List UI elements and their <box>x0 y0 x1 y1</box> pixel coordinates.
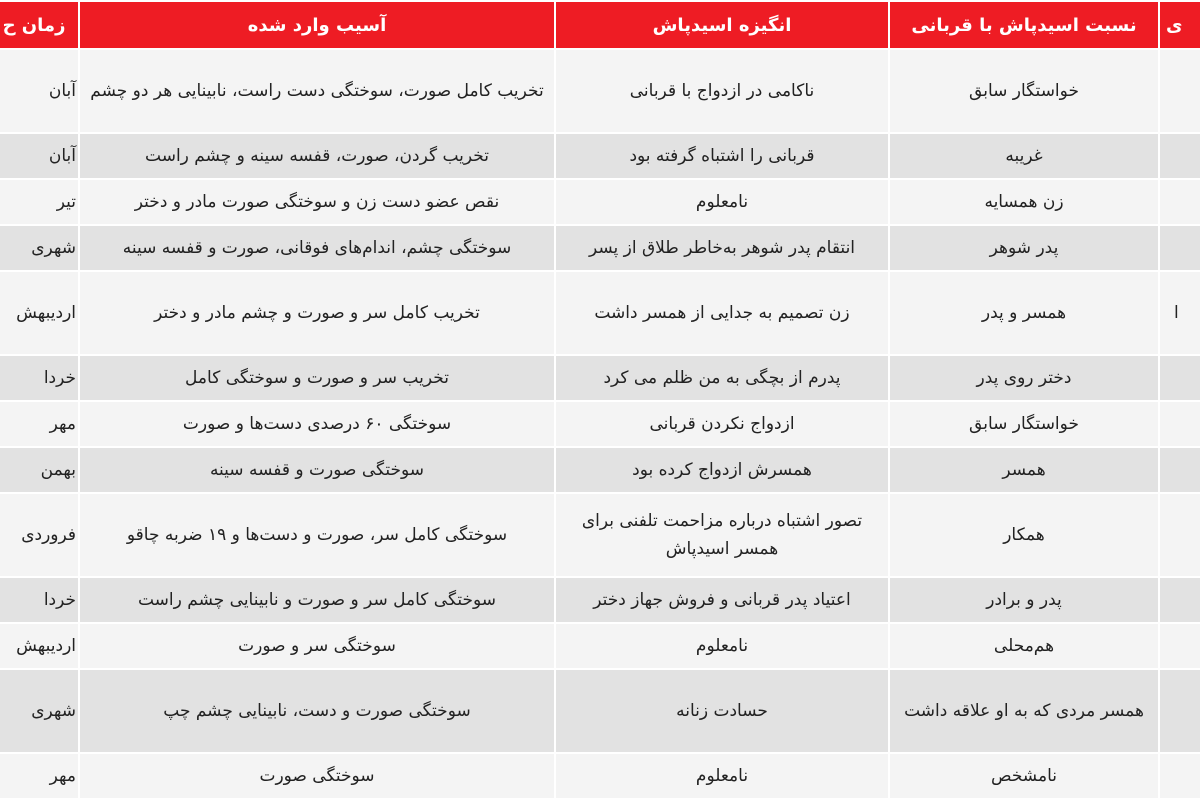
header-relation: نسبت اسیدپاش با قربانی <box>889 1 1159 49</box>
cell-relation: همسر <box>889 447 1159 493</box>
cell-motive: تصور اشتباه درباره مزاحمت تلفنی برای همسر اسیدپاش <box>555 493 889 577</box>
cell-relation: خواستگار سابق <box>889 49 1159 133</box>
header-edge: ی <box>1159 1 1200 49</box>
cell-motive: پدرم از بچگی به من ظلم می کرد <box>555 355 889 401</box>
cell-edge <box>1159 669 1200 753</box>
cell-motive: ازدواج نکردن قربانی <box>555 401 889 447</box>
header-injury: آسیب وارد شده <box>79 1 555 49</box>
cell-relation: زن همسایه <box>889 179 1159 225</box>
cell-injury: تخریب کامل صورت، سوختگی دست راست، نابینایی هر دو چشم <box>79 49 555 133</box>
cell-time: فروردی <box>0 493 79 577</box>
header-row <box>0 1 1200 49</box>
cell-motive: نامعلوم <box>555 623 889 669</box>
cell-motive: نامعلوم <box>555 753 889 799</box>
cell-time: شهری <box>0 669 79 753</box>
cell-edge <box>1159 355 1200 401</box>
cell-time: خردا <box>0 355 79 401</box>
table-row <box>0 179 1200 225</box>
cell-time: اردیبهش <box>0 623 79 669</box>
cell-motive: اعتیاد پدر قربانی و فروش جهاز دختر <box>555 577 889 623</box>
cell-edge <box>1159 225 1200 271</box>
cell-time: مهر <box>0 401 79 447</box>
cell-relation: همسر و پدر <box>889 271 1159 355</box>
table-row <box>0 669 1200 753</box>
cell-time: شهری <box>0 225 79 271</box>
cell-edge <box>1159 401 1200 447</box>
cell-relation: نامشخص <box>889 753 1159 799</box>
cell-motive: قربانی را اشتباه گرفته بود <box>555 133 889 179</box>
cell-time: آبان <box>0 49 79 133</box>
cell-motive: انتقام پدر شوهر به‌خاطر طلاق از پسر <box>555 225 889 271</box>
table-row <box>0 49 1200 133</box>
table-row <box>0 133 1200 179</box>
cell-motive: ناکامی در ازدواج با قربانی <box>555 49 889 133</box>
cell-edge <box>1159 49 1200 133</box>
cell-injury: نقص عضو دست زن و سوختگی صورت مادر و دختر <box>79 179 555 225</box>
table-row <box>0 225 1200 271</box>
header-time: زمان ح <box>0 1 79 49</box>
cell-injury: سوختگی ۶۰ درصدی دست‌ها و صورت <box>79 401 555 447</box>
cell-edge <box>1159 623 1200 669</box>
cell-time: بهمن <box>0 447 79 493</box>
table-row <box>0 753 1200 799</box>
cell-injury: تخریب کامل سر و صورت و چشم مادر و دختر <box>79 271 555 355</box>
cell-injury: تخریب گردن، صورت، قفسه سینه و چشم راست <box>79 133 555 179</box>
cell-injury: سوختگی کامل سر، صورت و دست‌ها و ۱۹ ضربه چاقو <box>79 493 555 577</box>
cell-injury: سوختگی چشم، اندام‌های فوقانی، صورت و قفسه سینه <box>79 225 555 271</box>
cell-edge <box>1159 753 1200 799</box>
cell-edge: ا <box>1159 271 1200 355</box>
cell-relation: دختر روی پدر <box>889 355 1159 401</box>
cell-motive: زن تصمیم به جدایی از همسر داشت <box>555 271 889 355</box>
cell-relation: همسر مردی که به او علاقه داشت <box>889 669 1159 753</box>
cell-relation: غریبه <box>889 133 1159 179</box>
cell-time: خردا <box>0 577 79 623</box>
cell-injury: سوختگی سر و صورت <box>79 623 555 669</box>
table-row <box>0 271 1200 355</box>
table-row <box>0 447 1200 493</box>
cell-injury: تخریب سر و صورت و سوختگی کامل <box>79 355 555 401</box>
cell-relation: هم‌محلی <box>889 623 1159 669</box>
cell-injury: سوختگی صورت و قفسه سینه <box>79 447 555 493</box>
cell-relation: همکار <box>889 493 1159 577</box>
cell-edge <box>1159 133 1200 179</box>
cell-relation: خواستگار سابق <box>889 401 1159 447</box>
cell-relation: پدر و برادر <box>889 577 1159 623</box>
cell-relation: پدر شوهر <box>889 225 1159 271</box>
cell-motive: همسرش ازدواج کرده بود <box>555 447 889 493</box>
cell-time: اردیبهش <box>0 271 79 355</box>
cell-injury: سوختگی کامل سر و صورت و نابینایی چشم راست <box>79 577 555 623</box>
cell-injury: سوختگی صورت <box>79 753 555 799</box>
table-row <box>0 401 1200 447</box>
cell-motive: حسادت زنانه <box>555 669 889 753</box>
cell-edge <box>1159 493 1200 577</box>
cell-injury: سوختگی صورت و دست، نابینایی چشم چپ <box>79 669 555 753</box>
cell-edge <box>1159 447 1200 493</box>
cell-time: مهر <box>0 753 79 799</box>
cell-time: تیر <box>0 179 79 225</box>
cell-edge <box>1159 179 1200 225</box>
table-row <box>0 355 1200 401</box>
cell-time: آبان <box>0 133 79 179</box>
table-row <box>0 577 1200 623</box>
header-motive: انگیزه اسیدپاش <box>555 1 889 49</box>
table-row <box>0 493 1200 577</box>
cell-motive: نامعلوم <box>555 179 889 225</box>
cell-edge <box>1159 577 1200 623</box>
table-row <box>0 623 1200 669</box>
